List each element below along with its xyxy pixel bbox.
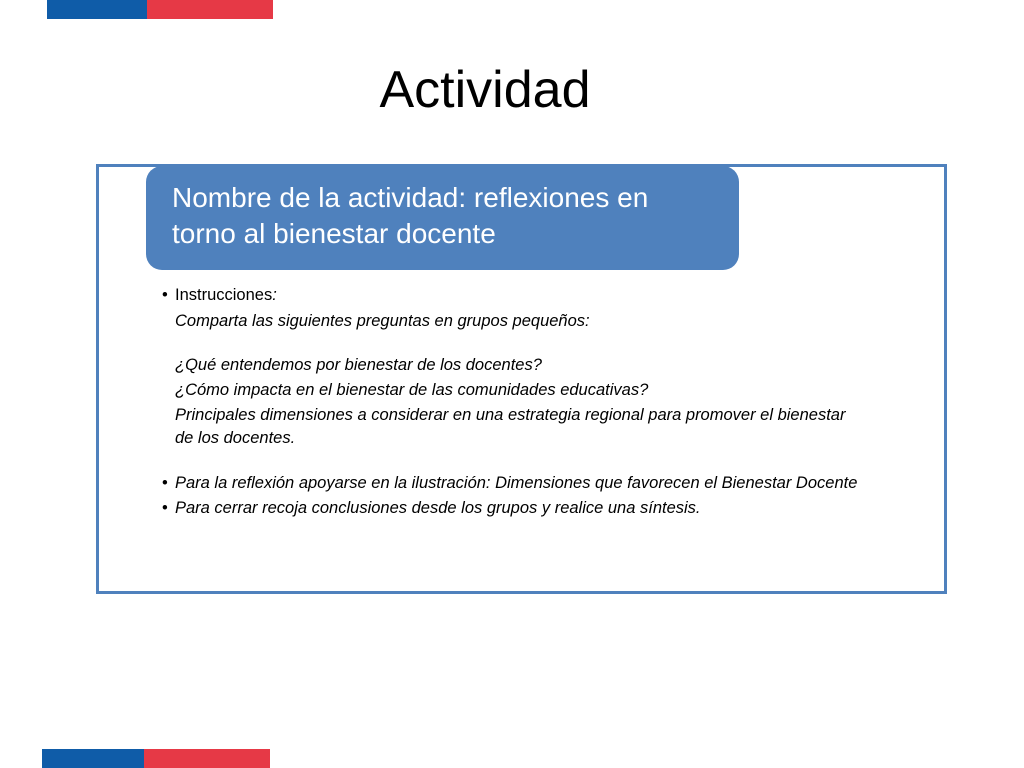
bullet-mark: • — [162, 499, 168, 517]
question-text: ¿Qué entendemos por bienestar de los docentes? — [175, 356, 542, 374]
bullet-text: Para cerrar recoja conclusiones desde los grupos y realice una síntesis. — [175, 499, 701, 517]
question-1 — [162, 354, 862, 377]
bottom-band-blue — [42, 749, 144, 768]
intro-text: Comparta las siguientes preguntas en grupos pequeños: — [175, 312, 590, 330]
top-band-blue — [47, 0, 147, 19]
question-2 — [162, 379, 862, 402]
top-band-red — [147, 0, 273, 19]
bullet-closing — [162, 497, 862, 520]
intro-line — [162, 310, 862, 333]
slide-title: Actividad — [379, 61, 591, 119]
activity-name-text: Nombre de la actividad: reflexiones en torno al bienestar docente — [172, 182, 649, 249]
bullet-mark: • — [162, 286, 168, 304]
question-text: Principales dimensiones a considerar en una estrategia regional para promover el bienestar de los docentes. — [175, 406, 846, 447]
question-3 — [162, 404, 862, 450]
bullet-mark: • — [162, 474, 168, 492]
instructions-content — [162, 284, 862, 520]
bottom-band-red — [144, 749, 270, 768]
activity-name-header — [146, 166, 739, 270]
instructions-label: Instrucciones — [175, 286, 273, 304]
question-text: ¿Cómo impacta en el bienestar de las comunidades educativas? — [175, 381, 649, 399]
bullet-text: Para la reflexión apoyarse en la ilustración: Dimensiones que favorecen el Bienestar Docente — [175, 474, 858, 492]
bullet-reflection — [162, 472, 862, 495]
bullet-instructions — [162, 284, 862, 307]
instructions-colon: : — [272, 286, 277, 304]
